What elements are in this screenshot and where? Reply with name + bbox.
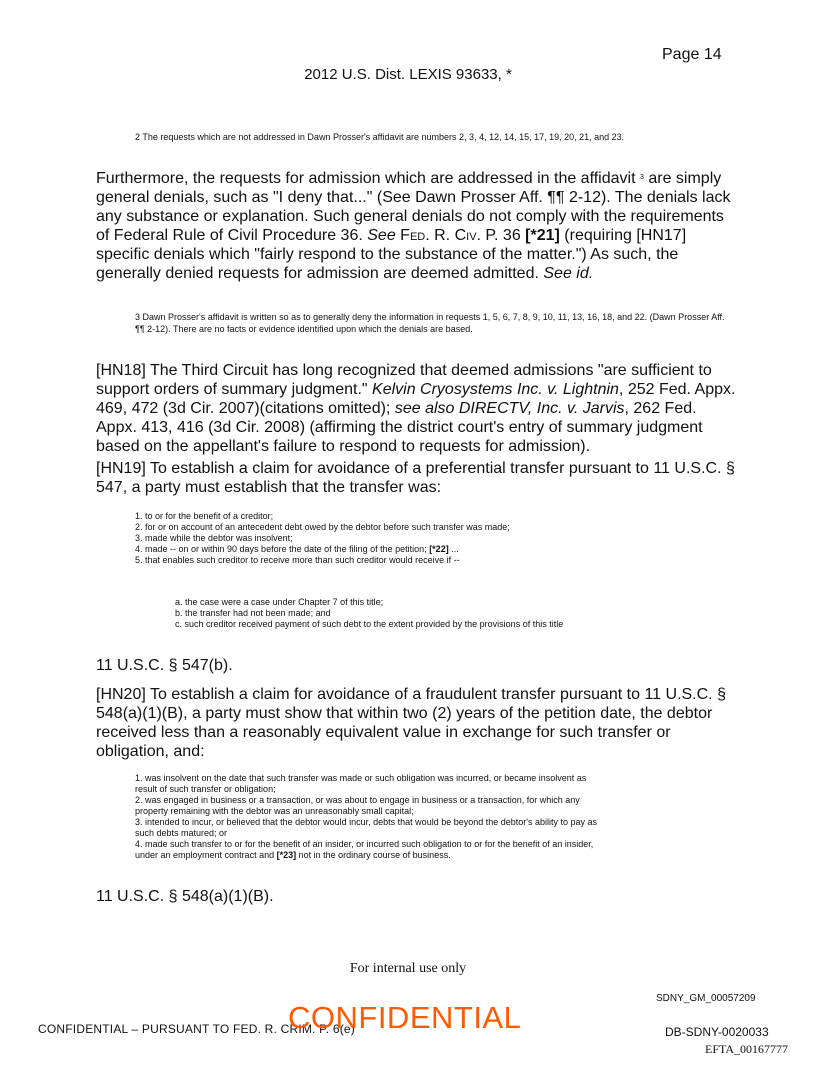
page-number: Page 14 bbox=[662, 46, 722, 63]
list-item: b. the transfer had not been made; and bbox=[175, 608, 331, 618]
statute-citation-548: 11 U.S.C. § 548(a)(1)(B). bbox=[96, 888, 274, 905]
list-item: a. the case were a case under Chapter 7 of this title; bbox=[175, 597, 384, 607]
list-line: result of such transfer or obligation; bbox=[135, 784, 276, 794]
fraudulent-transfer-list bbox=[135, 773, 597, 861]
list-item: 5. that enables such creditor to receive more than such creditor would receive if -- bbox=[135, 555, 460, 565]
list-line: such debts matured; or bbox=[135, 828, 228, 838]
internal-use-notice: For internal use only bbox=[349, 961, 467, 976]
list-line: under an employment contract and [*23] not in the ordinary course of business. bbox=[135, 850, 451, 860]
list-item: 4. made -- on or within 90 days before the date of the filing of the petition; [*22] ... bbox=[135, 544, 459, 554]
confidential-stamp: CONFIDENTIAL bbox=[288, 1000, 522, 1035]
bates-number-db-sdny: DB-SDNY-0020033 bbox=[665, 1025, 769, 1039]
list-line: 3. intended to incur, or believed that the debtor would incur, debts that would be beyond the debtor's ability to pay as bbox=[135, 817, 598, 827]
star-page-23: [*23] bbox=[276, 850, 297, 860]
list-item: 2. for or on account of an antecedent debt owed by the debtor before such transfer was made; bbox=[135, 522, 510, 532]
list-line: 2. was engaged in business or a transaction, or was about to engage in business or a transaction, for which any bbox=[135, 795, 580, 805]
paragraph-hn20: [HN20] To establish a claim for avoidance of a fraudulent transfer pursuant to 11 U.S.C. § 548(a)(1)(B), a party must show that within two (2) years of the petition date, the debtor received less than a reasonably equivalent value in exchange for such transfer or obligation, and: bbox=[96, 686, 726, 760]
list-line: 4. made such transfer to or for the benefit of an insider, or incurred such obligation to or for the benefit of an insider, bbox=[135, 839, 594, 849]
star-page-21: [*21] bbox=[525, 227, 560, 244]
confidentiality-legend: CONFIDENTIAL – PURSUANT TO FED. R. CRIM. P. 6(e) bbox=[38, 1022, 355, 1036]
statute-citation-547: 11 U.S.C. § 547(b). bbox=[96, 657, 233, 674]
paragraph-hn19: [HN19] To establish a claim for avoidance of a preferential transfer pursuant to 11 U.S.C. § 547, a party must establish that the transfer was: bbox=[96, 460, 735, 496]
list-item: c. such creditor received payment of such debt to the extent provided by the provisions of this title bbox=[175, 619, 564, 629]
list-line: 1. was insolvent on the date that such transfer was made or such obligation was incurred, or became insolvent as bbox=[135, 773, 587, 783]
bates-number-efta: EFTA_00167777 bbox=[705, 1042, 789, 1056]
paragraph-general-denials: Furthermore, the requests for admission which are addressed in the affidavit $^3$ are simply general denials, such as "I deny that..." (See Dawn Prosser Aff. ¶¶ 2-12). The denials lack any substance or explanation. Such general denials do not comply with the requirements of Federal Rule of Civil Procedure 36. See Fed. R. Civ. P. 36 [*21] (requiring [HN17] specific denials which "fairly respond to the substance of the matter.") As such, the generally denied requests for admission are deemed admitted. See id. bbox=[96, 170, 731, 282]
footnote-2: 2 The requests which are not addressed in Dawn Prosser's affidavit are numbers 2, 3, 4, 12, 14, 15, 17, 19, 20, 21, and 23. bbox=[135, 132, 625, 142]
paragraph-hn18: [HN18] The Third Circuit has long recognized that deemed admissions "are sufficient to support orders of summary judgment." Kelvin Cryosystems Inc. v. Lightnin, 252 Fed. Appx. 469, 472 (3d Cir. 2007)(citations omitted); see also DIRECTV, Inc. v. Jarvis, 262 Fed. Appx. 413, 416 (3d Cir. 2008) (affirming the district court's entry of summary judgment based on the appellant's failure to respond to requests for admission). bbox=[96, 362, 736, 455]
list-item: 1. to or for the benefit of a creditor; bbox=[135, 511, 274, 521]
footnote-3: 3 Dawn Prosser's affidavit is written so as to generally deny the information in requests 1, 5, 6, 7, 8, 9, 10, 11, 13, 16, 18, and 22. (Dawn Prosser Aff. ¶¶ 2-12). There are no facts or evidence identified upon which the denials are based. bbox=[135, 312, 725, 334]
bates-number-sdny-gm: SDNY_GM_00057209 bbox=[656, 993, 756, 1004]
case-citation-header: 2012 U.S. Dist. LEXIS 93633, * bbox=[304, 66, 512, 83]
footnote-ref-3: 3 bbox=[639, 174, 644, 181]
sub-list bbox=[175, 597, 563, 630]
list-item: 3. made while the debtor was insolvent; bbox=[135, 533, 293, 543]
star-page-22: [*22] bbox=[429, 544, 449, 554]
preferential-transfer-list bbox=[135, 511, 510, 566]
list-line: property remaining with the debtor was an unreasonably small capital; bbox=[135, 806, 414, 816]
